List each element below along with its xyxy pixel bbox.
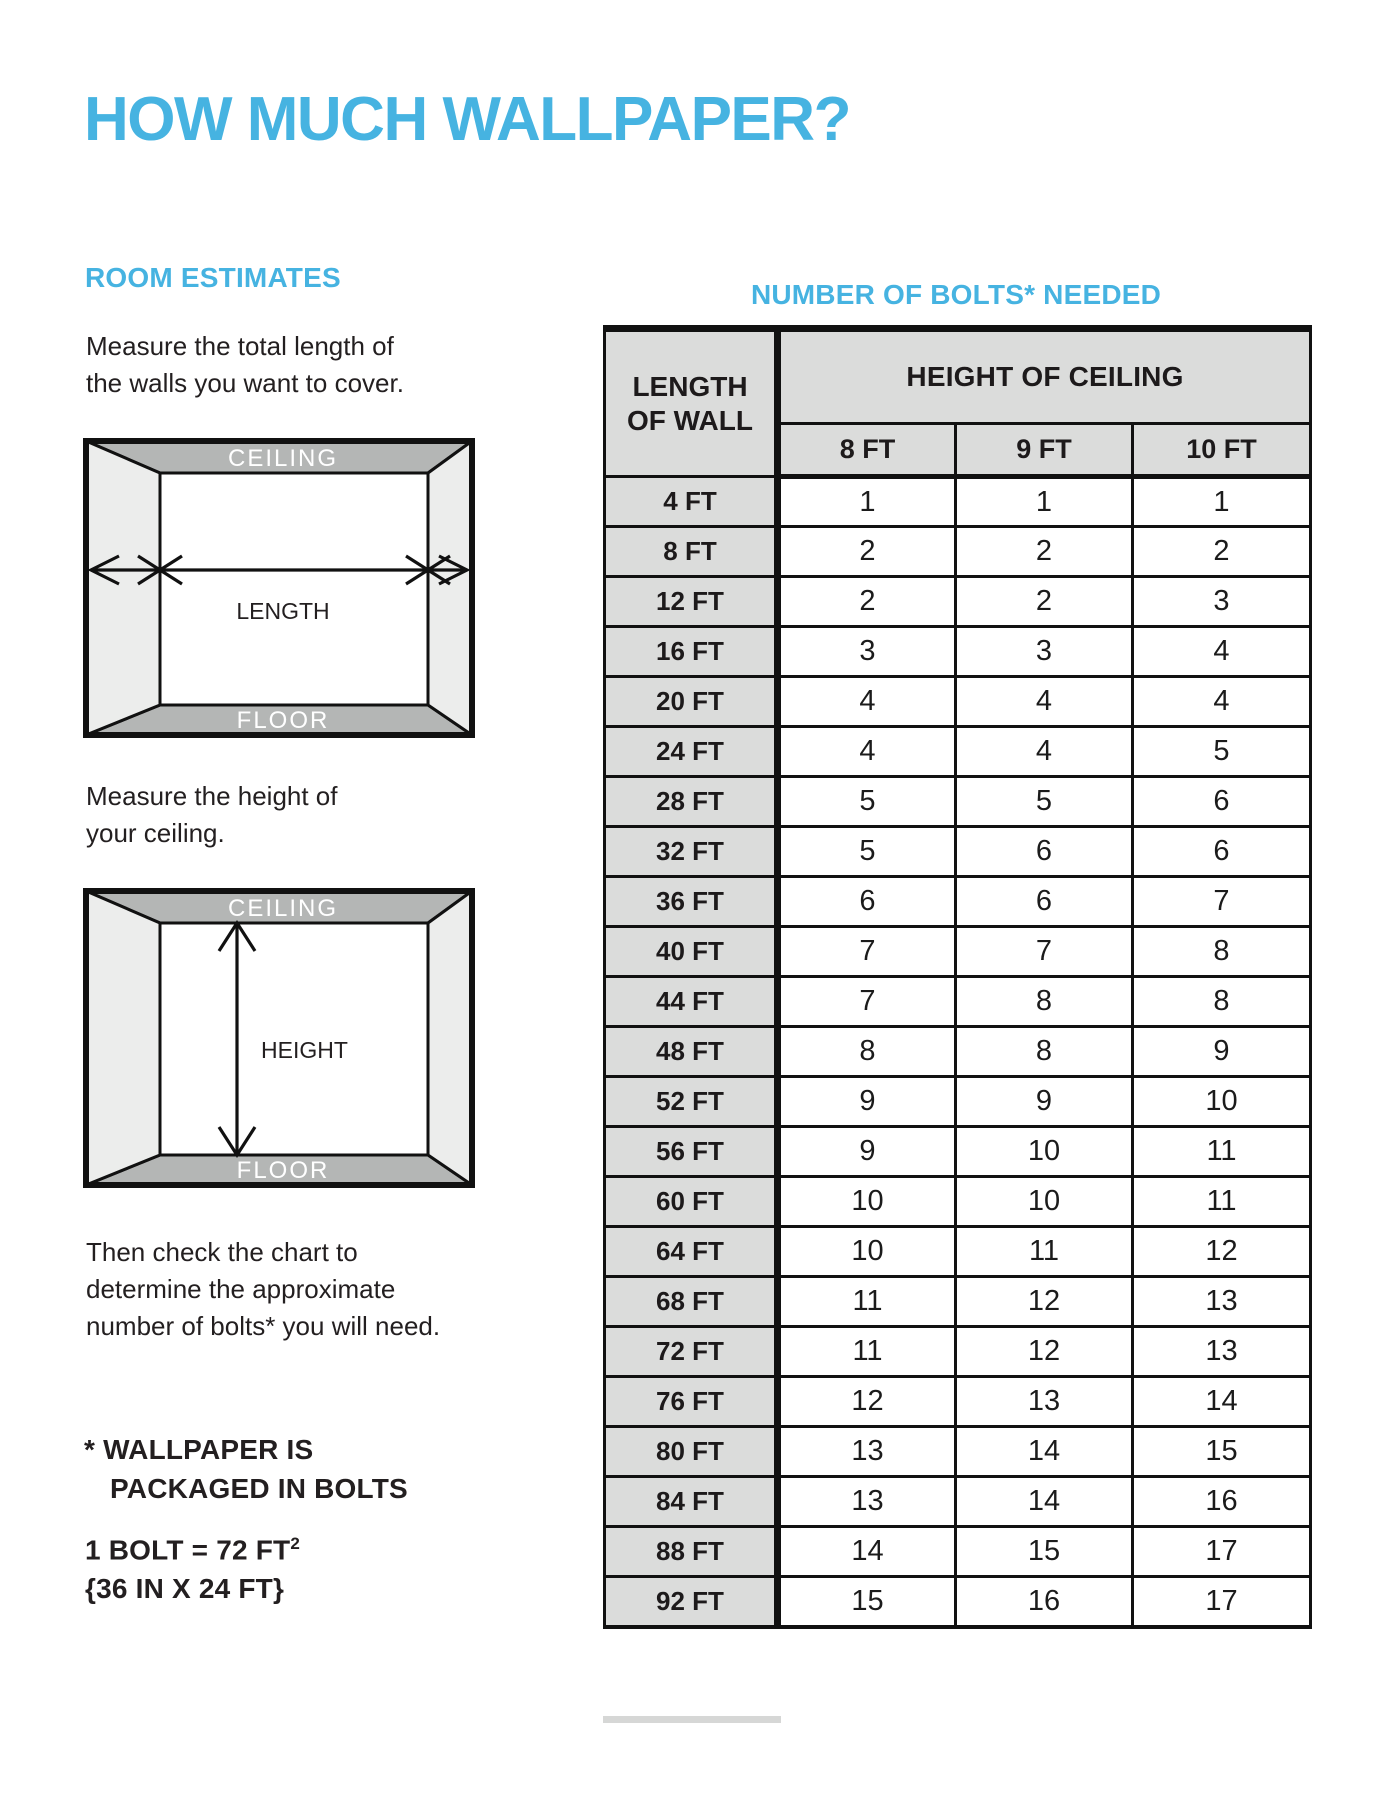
instruction-line: the walls you want to cover. (86, 368, 404, 398)
ceiling-height-column-header: 8 FT (778, 424, 956, 477)
table-row (605, 1177, 1311, 1227)
room-length-diagram (83, 438, 475, 738)
floor-label: FLOOR (236, 707, 330, 734)
bolt-count-cell: 3 (1133, 577, 1311, 627)
instruction-line: Then check the chart to (86, 1237, 358, 1267)
back-wall-surface (160, 473, 428, 705)
table-row (605, 1077, 1311, 1127)
bolt-count-cell: 4 (778, 677, 956, 727)
bolt-count-cell: 9 (778, 1077, 956, 1127)
table-row (605, 527, 1311, 577)
length-of-wall-header-line: LENGTH (632, 370, 748, 402)
bolt-count-cell: 14 (778, 1527, 956, 1577)
wall-length-cell: 84 FT (605, 1477, 778, 1527)
left-wall-surface (86, 441, 160, 735)
bolt-count-cell: 3 (956, 627, 1133, 677)
bolt-count-cell: 5 (1133, 727, 1311, 777)
bolt-count-cell: 2 (1133, 527, 1311, 577)
right-wall-surface (428, 891, 472, 1185)
footnote-line: * WALLPAPER IS (84, 1434, 314, 1465)
table-row (605, 877, 1311, 927)
bolt-count-cell: 12 (1133, 1227, 1311, 1277)
floor-label: FLOOR (236, 1157, 330, 1184)
bolt-count-cell: 12 (778, 1377, 956, 1427)
bolt-count-cell: 11 (778, 1277, 956, 1327)
wall-length-cell: 72 FT (605, 1327, 778, 1377)
page-title: HOW MUCH WALLPAPER? (84, 85, 850, 154)
wall-length-cell: 8 FT (605, 527, 778, 577)
table-row (605, 1277, 1311, 1327)
wall-length-cell: 80 FT (605, 1427, 778, 1477)
bolt-count-cell: 11 (778, 1327, 956, 1377)
wall-length-cell: 44 FT (605, 977, 778, 1027)
bolt-count-cell: 6 (1133, 777, 1311, 827)
bolt-count-cell: 2 (778, 577, 956, 627)
height-of-ceiling-header: HEIGHT OF CEILING (778, 329, 1311, 424)
wall-length-cell: 24 FT (605, 727, 778, 777)
wallpaper-bolts-footnote (84, 1430, 408, 1508)
bolt-count-cell: 15 (1133, 1427, 1311, 1477)
table-row (605, 777, 1311, 827)
bolt-count-cell: 9 (956, 1077, 1133, 1127)
bolt-count-cell: 17 (1133, 1527, 1311, 1577)
bolt-dimensions: {36 IN X 24 FT} (85, 1573, 285, 1605)
bolt-equation-exponent: 2 (290, 1534, 300, 1553)
bolt-count-cell: 3 (778, 627, 956, 677)
table-row (605, 727, 1311, 777)
bolt-count-cell: 15 (956, 1527, 1133, 1577)
bolt-count-cell: 10 (956, 1127, 1133, 1177)
wall-length-cell: 28 FT (605, 777, 778, 827)
table-row (605, 927, 1311, 977)
length-dimension-label: LENGTH (236, 598, 330, 624)
bolt-count-cell: 7 (778, 977, 956, 1027)
bolt-count-cell: 8 (956, 1027, 1133, 1077)
table-row (605, 977, 1311, 1027)
table-row (605, 627, 1311, 677)
wall-length-cell: 16 FT (605, 627, 778, 677)
length-of-wall-header (605, 329, 778, 477)
section-heading-room-estimates: ROOM ESTIMATES (85, 262, 341, 293)
bolt-count-cell: 11 (1133, 1177, 1311, 1227)
bolt-count-cell: 8 (956, 977, 1133, 1027)
bolt-count-cell: 14 (956, 1427, 1133, 1477)
table-row (605, 1377, 1311, 1427)
bolt-count-cell: 9 (778, 1127, 956, 1177)
table-row (605, 1427, 1311, 1477)
wall-length-cell: 36 FT (605, 877, 778, 927)
bolt-count-cell: 4 (956, 727, 1133, 777)
wall-length-cell: 92 FT (605, 1577, 778, 1627)
instruction-line: Measure the total length of (86, 331, 394, 361)
instruction-measure-length (86, 328, 404, 402)
table-row (605, 477, 1311, 527)
bolt-size-info (85, 1524, 300, 1608)
height-dimension-label: HEIGHT (261, 1037, 348, 1063)
bolt-count-cell: 13 (1133, 1327, 1311, 1377)
bolt-count-cell: 5 (778, 827, 956, 877)
bolt-count-cell: 14 (1133, 1377, 1311, 1427)
bolt-count-cell: 7 (778, 927, 956, 977)
bolt-count-cell: 15 (778, 1577, 956, 1627)
ceiling-height-column-header: 9 FT (956, 424, 1133, 477)
instruction-line: Measure the height of (86, 781, 338, 811)
bolt-count-cell: 1 (1133, 477, 1311, 527)
instruction-check-chart (86, 1234, 440, 1345)
bolt-count-cell: 5 (778, 777, 956, 827)
instruction-line: determine the approximate (86, 1274, 396, 1304)
instruction-measure-height (86, 778, 338, 852)
table-bottom-strip (603, 1716, 781, 1723)
bolt-count-cell: 11 (1133, 1127, 1311, 1177)
length-of-wall-header-line: OF WALL (627, 404, 753, 436)
bolt-count-cell: 2 (956, 527, 1133, 577)
bolt-count-cell: 10 (956, 1177, 1133, 1227)
bolts-table-body (605, 477, 1311, 1627)
bolt-count-cell: 13 (956, 1377, 1133, 1427)
table-row (605, 1527, 1311, 1577)
bolt-count-cell: 12 (956, 1327, 1133, 1377)
bolt-count-cell: 13 (778, 1477, 956, 1527)
bolt-count-cell: 6 (1133, 827, 1311, 877)
bolt-count-cell: 8 (1133, 977, 1311, 1027)
room-height-diagram (83, 888, 475, 1188)
bolt-count-cell: 9 (1133, 1027, 1311, 1077)
instruction-line: your ceiling. (86, 818, 225, 848)
wall-length-cell: 4 FT (605, 477, 778, 527)
bolt-count-cell: 10 (778, 1177, 956, 1227)
table-row (605, 827, 1311, 877)
wall-length-cell: 76 FT (605, 1377, 778, 1427)
table-row (605, 1577, 1311, 1627)
table-row (605, 1027, 1311, 1077)
ceiling-label: CEILING (227, 445, 339, 472)
wall-length-cell: 88 FT (605, 1527, 778, 1577)
footnote-line: PACKAGED IN BOLTS (110, 1473, 408, 1504)
wall-length-cell: 68 FT (605, 1277, 778, 1327)
bolt-count-cell: 11 (956, 1227, 1133, 1277)
bolt-count-cell: 1 (778, 477, 956, 527)
bolt-count-cell: 4 (778, 727, 956, 777)
wall-length-cell: 52 FT (605, 1077, 778, 1127)
bolt-count-cell: 7 (1133, 877, 1311, 927)
bolt-count-cell: 12 (956, 1277, 1133, 1327)
right-wall-surface (428, 441, 472, 735)
table-row (605, 1127, 1311, 1177)
table-row (605, 1477, 1311, 1527)
table-row (605, 577, 1311, 627)
wall-length-cell: 64 FT (605, 1227, 778, 1277)
bolt-count-cell: 4 (1133, 677, 1311, 727)
instruction-line: number of bolts* you will need. (86, 1311, 441, 1341)
wall-length-cell: 48 FT (605, 1027, 778, 1077)
table-heading: NUMBER OF BOLTS* NEEDED (750, 279, 1162, 310)
wall-length-cell: 40 FT (605, 927, 778, 977)
table-row (605, 1327, 1311, 1377)
ceiling-height-column-header: 10 FT (1133, 424, 1311, 477)
ceiling-label: CEILING (227, 895, 339, 922)
bolt-equation (85, 1524, 300, 1569)
table-header-row (605, 329, 1311, 424)
table-row (605, 677, 1311, 727)
bolt-count-cell: 8 (1133, 927, 1311, 977)
bolt-count-cell: 14 (956, 1477, 1133, 1527)
bolt-count-cell: 4 (956, 677, 1133, 727)
wall-length-cell: 60 FT (605, 1177, 778, 1227)
bolt-count-cell: 16 (956, 1577, 1133, 1627)
bolt-count-cell: 2 (956, 577, 1133, 627)
bolt-equation-text: 1 BOLT = 72 FT (85, 1534, 291, 1566)
bolt-count-cell: 10 (778, 1227, 956, 1277)
bolt-count-cell: 8 (778, 1027, 956, 1077)
bolt-count-cell: 10 (1133, 1077, 1311, 1127)
left-wall-surface (86, 891, 160, 1185)
wall-length-cell: 12 FT (605, 577, 778, 627)
bolt-count-cell: 1 (956, 477, 1133, 527)
bolt-count-cell: 4 (1133, 627, 1311, 677)
bolt-count-cell: 17 (1133, 1577, 1311, 1627)
bolt-count-cell: 13 (778, 1427, 956, 1477)
bolt-count-cell: 6 (778, 877, 956, 927)
bolt-count-cell: 6 (956, 877, 1133, 927)
bolt-count-cell: 6 (956, 827, 1133, 877)
wall-length-cell: 32 FT (605, 827, 778, 877)
bolt-count-cell: 13 (1133, 1277, 1311, 1327)
bolt-count-cell: 5 (956, 777, 1133, 827)
bolt-count-cell: 16 (1133, 1477, 1311, 1527)
table-row (605, 1227, 1311, 1277)
wall-length-cell: 20 FT (605, 677, 778, 727)
bolts-needed-table (603, 325, 1312, 1629)
bolt-count-cell: 2 (778, 527, 956, 577)
wall-length-cell: 56 FT (605, 1127, 778, 1177)
bolt-count-cell: 7 (956, 927, 1133, 977)
